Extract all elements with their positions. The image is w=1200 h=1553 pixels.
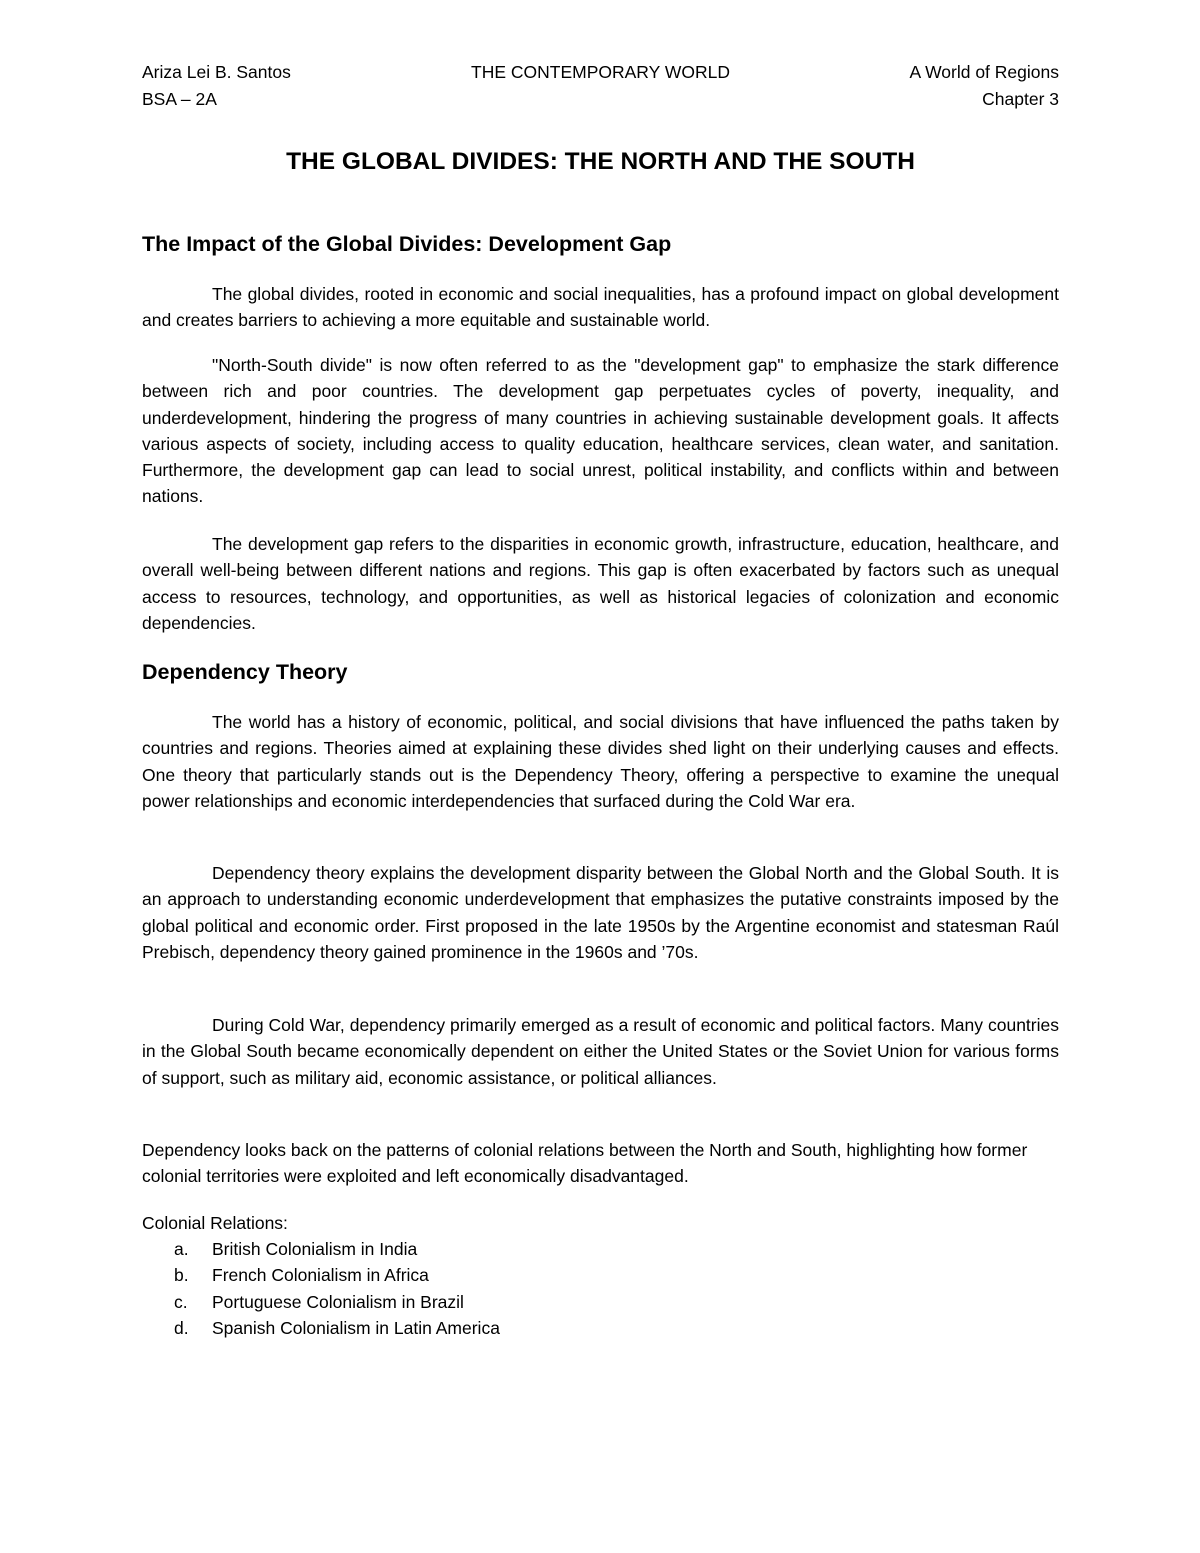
- section-heading-development-gap: The Impact of the Global Divides: Development Gap: [142, 232, 672, 256]
- section-heading-dependency-theory: Dependency Theory: [142, 660, 348, 684]
- list-item: [142, 1289, 1059, 1315]
- list-item-text: Portuguese Colonialism in Brazil: [212, 1291, 464, 1312]
- list-marker: c.: [174, 1291, 188, 1312]
- paragraph: The world has a history of economic, political, and social divisions that have influenced the paths taken by countries and regions. Theories aimed at explaining these divides shed light on their underlying causes and effects. One theory that particularly stands out is the Dependency Theory, offering a perspective to examine the unequal power relationships and economic interdependencies that surfaced during the Cold War era.: [142, 712, 1059, 811]
- list-item: [142, 1236, 1059, 1262]
- list-item-text: Spanish Colonialism in Latin America: [212, 1317, 500, 1338]
- paragraph: Dependency theory explains the development disparity between the Global North and the Global South. It is an approach to understanding economic underdevelopment that emphasizes the putative constraints imposed by the global political and economic order. First proposed in the late 1950s by the Argentine economist and statesman Raúl Prebisch, dependency theory gained prominence in the 1960s and ’70s.: [142, 863, 1059, 962]
- list-marker: a.: [174, 1239, 189, 1259]
- header-author: Ariza Lei B. Santos: [142, 62, 291, 82]
- page-title: THE GLOBAL DIVIDES: THE NORTH AND THE SOUTH: [286, 148, 915, 175]
- paragraph: The development gap refers to the disparities in economic growth, infrastructure, education, healthcare, and overall well-being between different nations and regions. This gap is often exacerbated by factors such as unequal access to resources, technology, and opportunities, as well as historical legacies of colonization and economic dependencies.: [142, 534, 1059, 633]
- paragraph: The global divides, rooted in economic and social inequalities, has a profound impact on global development and creates barriers to achieving a more equitable and sustainable world.: [142, 284, 1059, 331]
- colonial-relations-list: [142, 1236, 1059, 1341]
- list-item-text: French Colonialism in Africa: [212, 1265, 429, 1286]
- header-section: BSA – 2A: [142, 89, 217, 109]
- list-label: Colonial Relations:: [142, 1213, 288, 1233]
- list-marker: d.: [174, 1317, 189, 1338]
- list-marker: b.: [174, 1265, 189, 1286]
- header-course: THE CONTEMPORARY WORLD: [471, 62, 730, 82]
- paragraph: "North-South divide" is now often referred to as the "development gap" to emphasize the stark difference between rich and poor countries. The development gap perpetuates cycles of poverty, inequality, and underdevelopment, hindering the progress of many countries in achieving sustainable development goals. It affects various aspects of society, including access to quality education, healthcare services, clean water, and sanitation. Furthermore, the development gap can lead to social unrest, political instability, and conflicts within and between nations.: [142, 355, 1059, 507]
- header-chapter: Chapter 3: [982, 89, 1059, 109]
- list-item: [142, 1315, 1059, 1341]
- list-item: [142, 1262, 1059, 1288]
- paragraph: Dependency looks back on the patterns of colonial relations between the North and South, highlighting how former colonial territories were exploited and left economically disadvantaged.: [142, 1140, 1028, 1187]
- header-topic: A World of Regions: [909, 62, 1059, 82]
- list-item-text: British Colonialism in India: [212, 1239, 418, 1259]
- paragraph: During Cold War, dependency primarily emerged as a result of economic and political factors. Many countries in the Global South became economically dependent on either the United States or the Soviet Union for various forms of support, such as military aid, economic assistance, or political alliances.: [142, 1015, 1059, 1088]
